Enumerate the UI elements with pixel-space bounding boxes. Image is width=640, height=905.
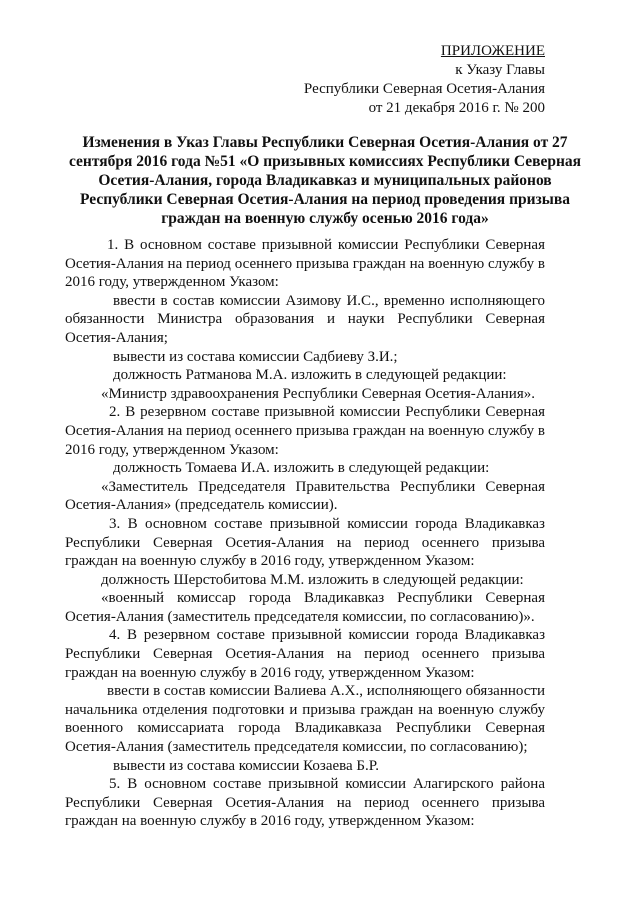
paragraph: 4. В резервном составе призывной комиссии города Владикавказ Республики Северная Осетия-Алания на период осеннего призыва граждан на военную службу в 2016 году, утвержденном Указом:	[65, 627, 545, 681]
paragraph: 5. В основном составе призывной комиссии Алагирского района Республики Северная Осетия-Алания на период осеннего призыва граждан на военную службу в 2016 году, утвержденном Указом:	[65, 776, 545, 830]
paragraph: ввести в состав комиссии Валиева А.Х., исполняющего обязанности начальника отделения подготовки и призыва граждан на военную службу военного комиссариата города Владикавказа Республики Северная Осетия-Алания (заместитель председателя комиссии, по согласованию);	[65, 683, 545, 756]
paragraph: должность Шерстобитова М.М. изложить в следующей редакции:	[101, 571, 524, 588]
paragraph: вывести из состава комиссии Козаева Б.Р.	[113, 757, 380, 774]
document-body	[65, 236, 545, 831]
paragraph: 2. В резервном составе призывной комиссии Республики Северная Осетия-Алания на период осеннего призыва граждан на военную службу в 2016 году, утвержденном Указом:	[65, 404, 545, 458]
appendix-line: Республики Северная Осетия-Алания	[303, 81, 545, 97]
appendix-line: к Указу Главы	[455, 62, 545, 78]
paragraph: должность Ратманова М.А. изложить в следующей редакции:	[113, 367, 507, 384]
paragraph: «военный комиссар города Владикавказ Республики Северная Осетия-Алания (заместитель председателя комиссии, по согласованию)».	[65, 590, 545, 625]
paragraph: «Министр здравоохранения Республики Северная Осетия-Алания».	[101, 385, 535, 402]
paragraph: «Заместитель Председателя Правительства Республики Северная Осетия-Алания» (председатель комиссии).	[65, 478, 545, 514]
appendix-date-line: от 21 декабря 2016 г. № 200	[368, 100, 545, 116]
paragraph: ввести в состав комиссии Азимову И.С., временно исполняющего обязанности Министра образования и науки Республики Северная Осетия-Алания;	[65, 292, 545, 346]
document-title: Изменения в Указ Главы Республики Северная Осетия-Алания от 27 сентября 2016 года №51 «О призывных комиссиях Республики Северная Осетия-Алания, города Владикавказ и муниципальных районов Республики Северная Осетия-Алания на период проведения призыва граждан на военную службу осенью 2016 года»	[68, 134, 582, 227]
paragraph: должность Томаева И.А. изложить в следующей редакции:	[113, 460, 490, 477]
paragraph: 1. В основном составе призывной комиссии Республики Северная Осетия-Алания на период осеннего призыва граждан на военную службу в 2016 году, утвержденном Указом:	[65, 237, 545, 291]
appendix-heading: ПРИЛОЖЕНИЕ	[440, 43, 545, 59]
appendix-header	[304, 42, 545, 118]
paragraph: вывести из состава комиссии Садбиеву З.И.;	[113, 348, 398, 365]
paragraph: 3. В основном составе призывной комиссии города Владикавказ Республики Северная Осетия-Алания на период осеннего призыва граждан на военную службу в 2016 году, утвержденном Указом:	[65, 515, 545, 570]
